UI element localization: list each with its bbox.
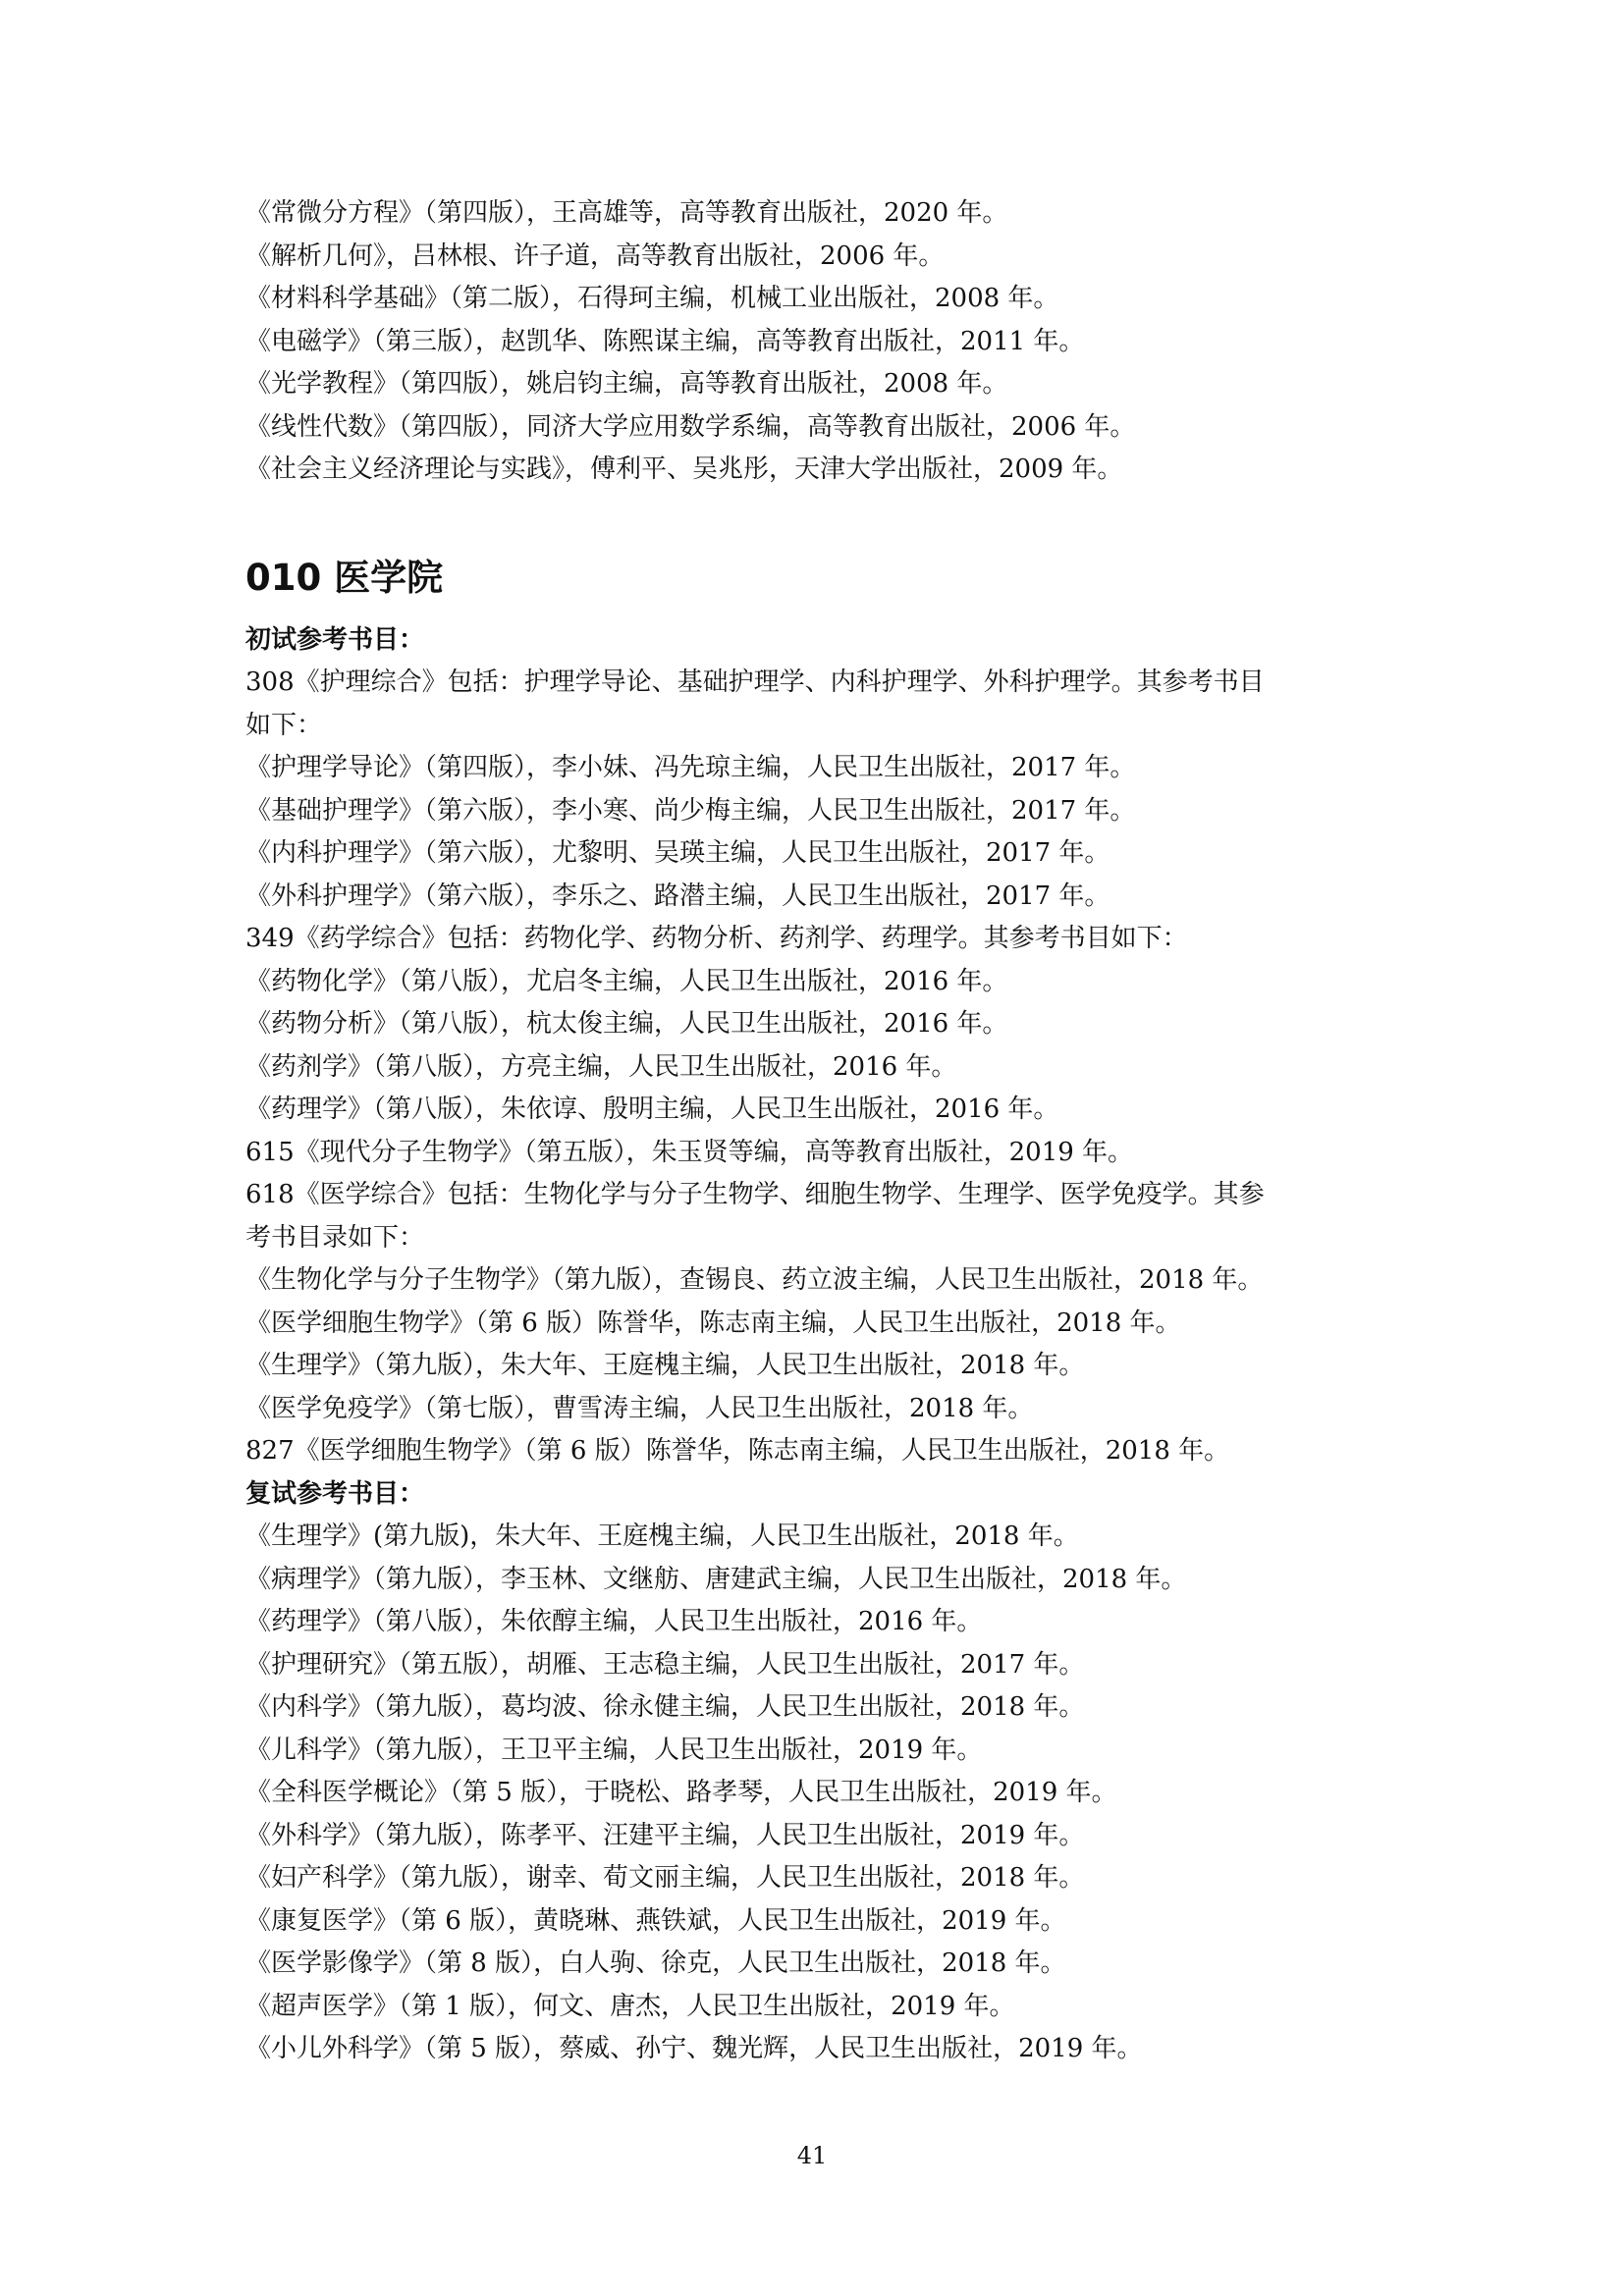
reference-line: 《全科医学概论》（第 5 版），于晓松、路孝琴，人民卫生出版社，2019 年。 <box>245 1778 1117 1807</box>
section-heading: 010 医学院 <box>245 556 444 599</box>
reference-line: 349《药学综合》包括：药物化学、药物分析、药剂学、药理学。其参考书目如下： <box>245 924 1188 953</box>
reference-line: 《康复医学》（第 6 版），黄晓琳、燕铁斌，人民卫生出版社，2019 年。 <box>245 1905 1066 1936</box>
reference-line: 《线性代数》（第四版），同济大学应用数学系编，高等教育出版社，2006 年。 <box>245 411 1136 442</box>
reference-line: 《生理学》（第九版），朱大年、王庭槐主编，人民卫生出版社，2018 年。 <box>245 1351 1085 1380</box>
reference-line: 《医学细胞生物学》（第 6 版）陈誉华，陈志南主编，人民卫生出版社，2018 年。 <box>245 1308 1181 1338</box>
reference-line: 《护理研究》（第五版），胡雁、王志稳主编，人民卫生出版社，2017 年。 <box>245 1649 1085 1680</box>
retest-list <box>245 1516 1404 2071</box>
reference-line: 827《医学细胞生物学》（第 6 版）陈誉华，陈志南主编，人民卫生出版社，2018 年。 <box>245 1436 1230 1466</box>
reference-line: 《药理学》（第八版），朱依谆、殷明主编，人民卫生出版社，2016 年。 <box>245 1095 1059 1124</box>
reference-line: 618《医学综合》包括：生物化学与分子生物学、细胞生物学、生理学、医学免疫学。其参 <box>245 1180 1265 1209</box>
reference-line: 308《护理综合》包括：护理学导论、基础护理学、内科护理学、外科护理学。其参考书目 <box>245 667 1265 697</box>
page-number: 41 <box>796 2142 828 2169</box>
reference-line: 《常微分方程》（第四版），王高雄等，高等教育出版社，2020 年。 <box>245 198 1008 228</box>
reference-line: 《生理学》(第九版)，朱大年、王庭槐主编，人民卫生出版社，2018 年。 <box>245 1522 1079 1551</box>
page-content <box>245 192 1404 2071</box>
reference-line: 《医学影像学》（第 8 版），白人驹、徐克，人民卫生出版社，2018 年。 <box>245 1949 1066 1978</box>
reference-line: 《妇产科学》（第九版），谢幸、荀文丽主编，人民卫生出版社，2018 年。 <box>245 1863 1085 1893</box>
reference-line: 考书目录如下： <box>245 1222 425 1253</box>
reference-line: 《生物化学与分子生物学》（第九版），查锡良、药立波主编，人民卫生出版社，2018 年。 <box>245 1265 1264 1295</box>
reference-line: 《电磁学》（第三版），赵凯华、陈熙谋主编，高等教育出版社，2011 年。 <box>245 326 1085 356</box>
reference-line: 《外科护理学》（第六版），李乐之、路潜主编，人民卫生出版社，2017 年。 <box>245 881 1110 911</box>
reference-line: 615《现代分子生物学》（第五版），朱玉贤等编，高等教育出版社，2019 年。 <box>245 1137 1134 1167</box>
retest-heading: 复试参考书目： <box>245 1478 425 1509</box>
reference-line: 《病理学》（第九版），李玉林、文继舫、唐建武主编，人民卫生出版社，2018 年。 <box>245 1564 1187 1594</box>
initial-exam-list <box>245 662 1404 1473</box>
reference-line: 《医学免疫学》（第七版），曹雪涛主编，人民卫生出版社，2018 年。 <box>245 1393 1034 1423</box>
reference-line: 《社会主义经济理论与实践》，傅利平、吴兆彤，天津大学出版社，2009 年。 <box>245 454 1123 484</box>
reference-line: 《药物分析》（第八版），杭太俊主编，人民卫生出版社，2016 年。 <box>245 1009 1008 1039</box>
reference-line: 《护理学导论》（第四版），李小妹、冯先琼主编，人民卫生出版社，2017 年。 <box>245 753 1136 782</box>
reference-line: 《药物化学》（第八版），尤启冬主编，人民卫生出版社，2016 年。 <box>245 966 1008 996</box>
reference-line: 《光学教程》（第四版），姚启钧主编，高等教育出版社，2008 年。 <box>245 369 1008 399</box>
reference-line: 《儿科学》（第九版），王卫平主编，人民卫生出版社，2019 年。 <box>245 1735 983 1765</box>
initial-exam-heading: 初试参考书目： <box>245 624 425 655</box>
reference-line: 《超声医学》（第 1 版），何文、唐杰，人民卫生出版社，2019 年。 <box>245 1991 1015 2021</box>
reference-line: 《内科护理学》（第六版），尤黎明、吴瑛主编，人民卫生出版社，2017 年。 <box>245 838 1110 868</box>
reference-line: 《小儿外科学》（第 5 版），蔡威、孙宁、魏光辉，人民卫生出版社，2019 年。 <box>245 2034 1143 2063</box>
reference-line: 《内科学》（第九版），葛均波、徐永健主编，人民卫生出版社，2018 年。 <box>245 1692 1085 1722</box>
reference-line: 《解析几何》，吕林根、许子道，高等教育出版社，2006 年。 <box>245 240 945 271</box>
reference-line: 《基础护理学》（第六版），李小寒、尚少梅主编，人民卫生出版社，2017 年。 <box>245 795 1136 826</box>
reference-line: 《药剂学》（第八版），方亮主编，人民卫生出版社，2016 年。 <box>245 1051 957 1082</box>
reference-line: 《材料科学基础》（第二版），石得珂主编，机械工业出版社，2008 年。 <box>245 284 1059 313</box>
reference-line: 《外科学》（第九版），陈孝平、汪建平主编，人民卫生出版社，2019 年。 <box>245 1820 1085 1850</box>
reference-line: 《药理学》（第八版），朱依醇主编，人民卫生出版社，2016 年。 <box>245 1607 983 1636</box>
top-reference-list <box>245 192 1404 492</box>
reference-line: 如下： <box>245 710 323 740</box>
